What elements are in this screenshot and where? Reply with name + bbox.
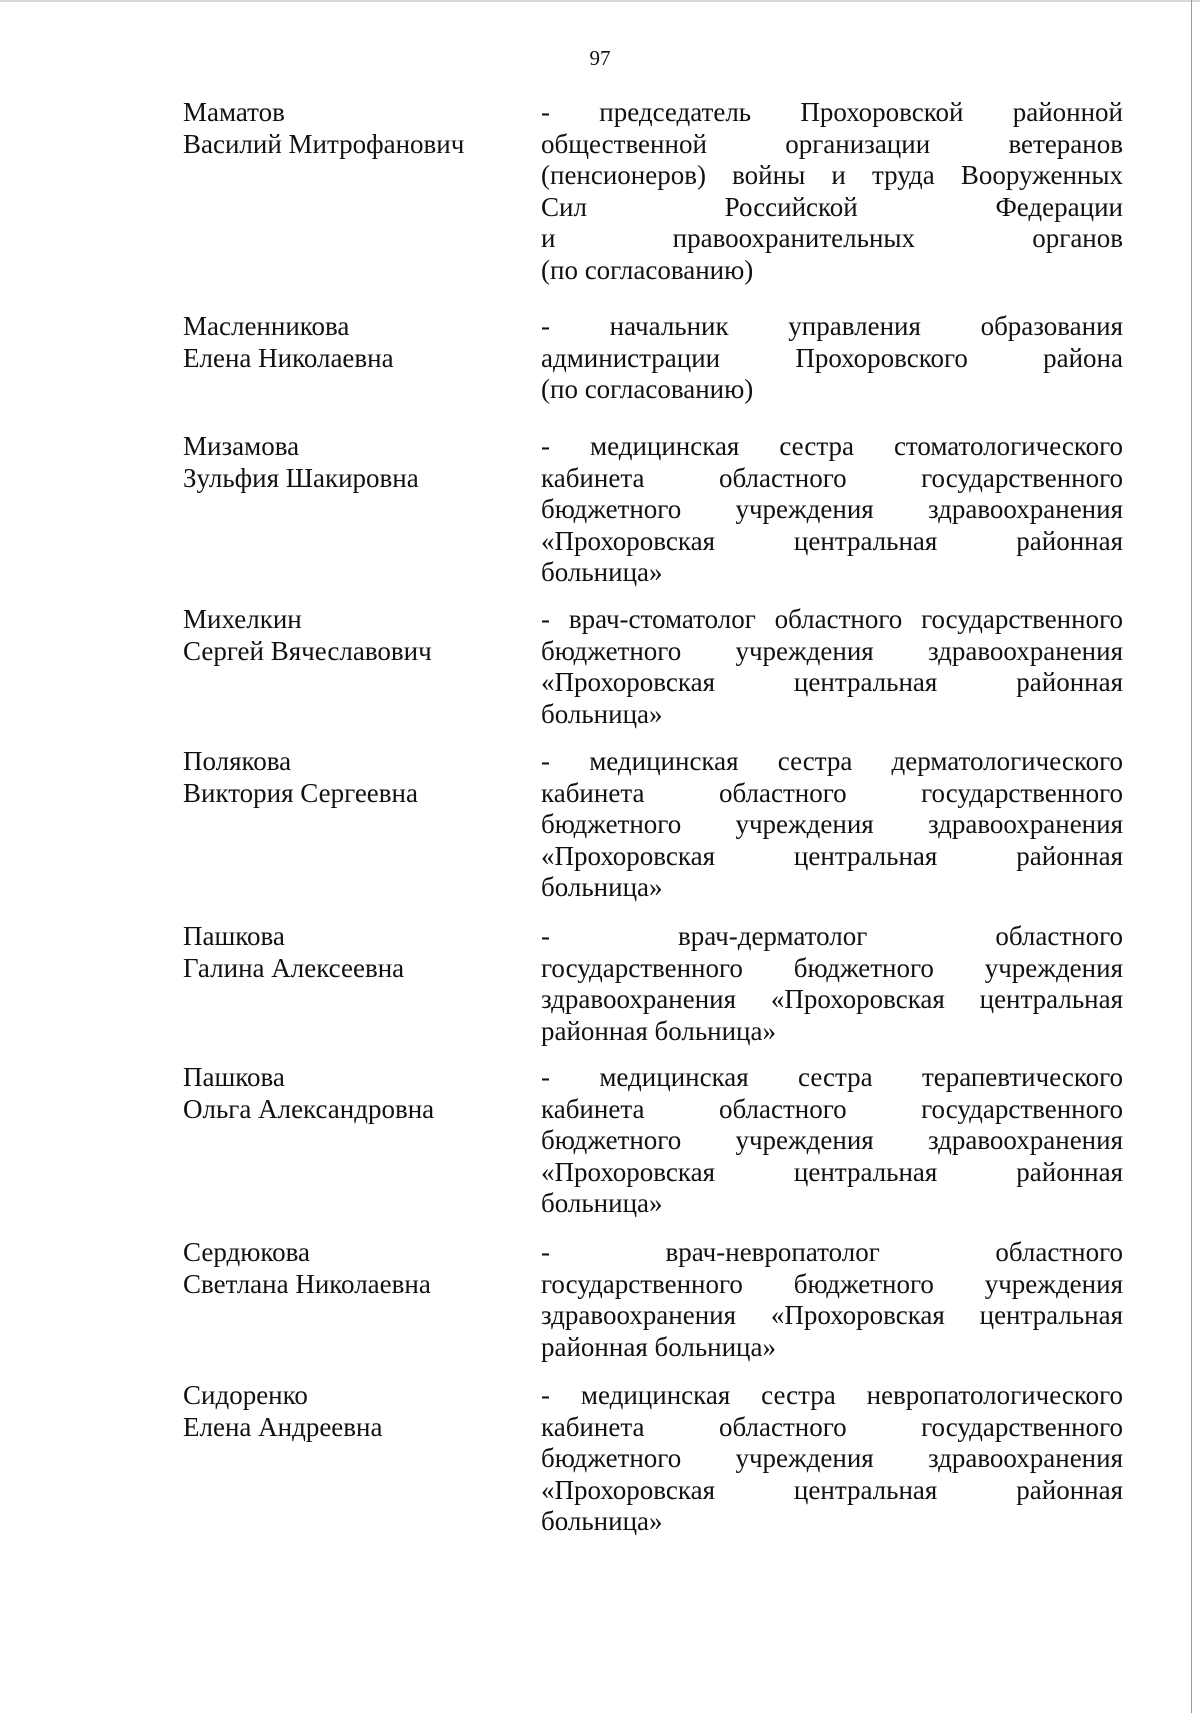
position-line: и правоохранительных органов <box>541 223 1123 253</box>
member-position <box>541 1237 1123 1363</box>
position-line: кабинета областного государственного <box>541 777 1123 808</box>
position-line: бюджетного учреждения здравоохранения <box>541 494 1123 524</box>
position-line: - медицинская сестра невропатологического <box>541 1380 1123 1410</box>
member-name <box>183 1237 503 1300</box>
member-name <box>183 604 503 667</box>
member-position <box>541 921 1123 1047</box>
position-line: «Прохоровская центральная районная <box>541 667 1123 697</box>
position-line: администрации Прохоровского района <box>541 342 1123 373</box>
member-surname: Сидоренко <box>183 1380 308 1410</box>
position-line: здравоохранения «Прохоровская центральная <box>541 1300 1123 1330</box>
member-surname: Пашкова <box>183 921 285 951</box>
member-given-names: Сергей Вячеславович <box>183 635 432 666</box>
position-line: (по согласованию) <box>541 254 754 285</box>
member-surname: Полякова <box>183 746 292 776</box>
member-name <box>183 311 503 374</box>
scan-edge-right <box>1191 0 1192 1713</box>
position-line: - медицинская сестра терапевтического <box>541 1062 1123 1092</box>
position-line: районная больница» <box>541 1331 776 1362</box>
position-line: бюджетного учреждения здравоохранения <box>541 809 1123 839</box>
position-line: кабинета областного государственного <box>541 1411 1123 1442</box>
position-line: (по согласованию) <box>541 374 754 404</box>
position-line: бюджетного учреждения здравоохранения <box>541 1125 1123 1155</box>
member-position <box>541 1062 1123 1220</box>
member-surname: Мизамова <box>183 431 300 461</box>
position-line: кабинета областного государственного <box>541 462 1123 493</box>
position-line: - медицинская сестра дерматологического <box>541 746 1123 776</box>
position-line: «Прохоровская центральная районная <box>541 525 1123 556</box>
member-name <box>183 921 503 984</box>
member-name <box>183 431 503 494</box>
member-position <box>541 431 1123 589</box>
member-name <box>183 1380 503 1443</box>
member-position <box>541 311 1123 406</box>
position-line: - врач-стоматолог областного государственного <box>541 604 1123 634</box>
member-surname: Пашкова <box>183 1062 285 1092</box>
position-line: кабинета областного государственного <box>541 1093 1123 1124</box>
position-line: больница» <box>541 872 663 902</box>
member-position <box>541 97 1123 286</box>
member-name <box>183 97 503 160</box>
position-line: здравоохранения «Прохоровская центральная <box>541 984 1123 1014</box>
position-line: бюджетного учреждения здравоохранения <box>541 1443 1123 1473</box>
member-surname: Михелкин <box>183 604 302 634</box>
member-given-names: Виктория Сергеевна <box>183 777 418 808</box>
member-surname: Маматов <box>183 97 285 127</box>
position-line: «Прохоровская центральная районная <box>541 1474 1123 1505</box>
position-line: больница» <box>541 1506 663 1536</box>
position-line: - врач-дерматолог областного <box>541 921 1123 951</box>
member-surname: Масленникова <box>183 311 350 341</box>
member-given-names: Галина Алексеевна <box>183 952 405 983</box>
position-line: больница» <box>541 698 663 729</box>
member-position <box>541 746 1123 904</box>
position-line: «Прохоровская центральная районная <box>541 840 1123 871</box>
position-line: - начальник управления образования <box>541 311 1123 341</box>
member-given-names: Ольга Александровна <box>183 1093 435 1124</box>
member-position <box>541 1380 1123 1538</box>
position-line: - медицинская сестра стоматологического <box>541 431 1123 461</box>
position-line: государственного бюджетного учреждения <box>541 1268 1123 1299</box>
position-line: государственного бюджетного учреждения <box>541 952 1123 983</box>
position-line: бюджетного учреждения здравоохранения <box>541 635 1123 666</box>
position-line: - председатель Прохоровской районной <box>541 97 1123 127</box>
member-given-names: Елена Николаевна <box>183 342 394 373</box>
position-line: общественной организации ветеранов <box>541 128 1123 159</box>
member-surname: Сердюкова <box>183 1237 310 1267</box>
scan-edge-top <box>0 0 1200 2</box>
member-given-names: Светлана Николаевна <box>183 1268 431 1299</box>
member-name <box>183 746 503 809</box>
position-line: больница» <box>541 1188 663 1218</box>
member-given-names: Зульфия Шакировна <box>183 462 419 493</box>
member-position <box>541 604 1123 730</box>
position-line: - врач-невропатолог областного <box>541 1237 1123 1267</box>
member-name <box>183 1062 503 1125</box>
position-line: больница» <box>541 557 663 587</box>
position-line: (пенсионеров) войны и труда Вооруженных <box>541 160 1123 190</box>
member-given-names: Василий Митрофанович <box>183 128 465 159</box>
position-line: районная больница» <box>541 1015 776 1046</box>
page-number: 97 <box>589 46 611 70</box>
position-line: «Прохоровская центральная районная <box>541 1156 1123 1187</box>
member-given-names: Елена Андреевна <box>183 1411 383 1442</box>
position-line: Сил Российской Федерации <box>541 191 1123 222</box>
